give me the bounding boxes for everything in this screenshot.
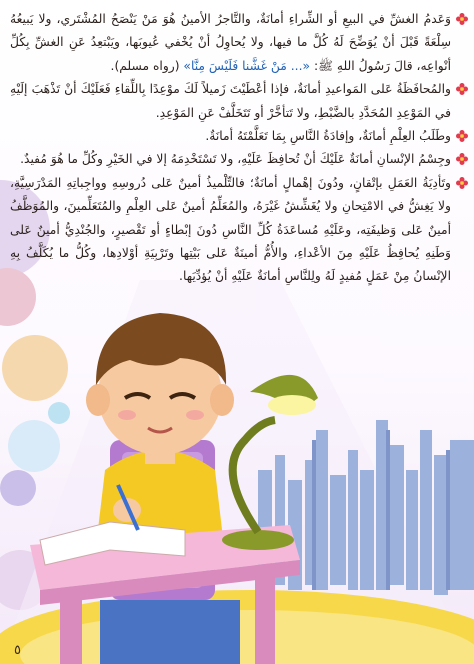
paragraph-text: وتَأدِيَةُ العَمَلِ بإتْقانٍ، ودُونَ إهْمالٍ أمانَةٌ؛ فالتِّلْميذُ أمينٌ عَلى دُروسِهِ وواجِباتِهِ المَدْرَسِيَّةِ، ولا يَغِشُّ في الامْتِحانِ ولا يُغَشِّشُ غَيْرَهُ، والمُعَلِّمُ أمينٌ عَلى العِلْمِ والمُتَعَلِّمينَ، والمُوَظَّفُ أمينٌ عَلى وَظيفَتِه، وعَلَيْهِ مُساعَدَةُ كُلِّ النَّاسِ دُونَ إبْطاءٍ أو تَقْصيرٍ، والجُنْدِيُّ أمينٌ عَلى وَطَنِهِ يُحافِظُ عَلَيْهِ مِنَ الأعْداءِ، والأُمُّ أمينَةٌ عَلى بَيْتِها وتَرْبِيَةِ أوْلادِها، وكُلُّ ما يُكَلَّفُ بِهِ الإنْسانُ مِنْ عَمَلٍ مُفيدٍ لَهُ ولِلنَّاسِ أمانَةٌ عَلَيْهِ أنْ يُؤدِّيَها. <box>10 175 451 284</box>
flower-bullet-icon <box>456 130 468 142</box>
paragraph-body <box>10 148 468 171</box>
paragraph-appointments <box>10 78 468 125</box>
flower-bullet-icon <box>456 177 468 189</box>
hadith-source: (رواه مسلم). <box>110 58 184 73</box>
paragraph-text: وطَلَبُ العِلْمِ أمانَةٌ، وإفادَةُ النَّاسِ بِمَا تَعَلَّمْتَهُ أمانَةٌ. <box>205 129 451 144</box>
paragraph-text: وَعَدمُ الغشِّ في البيعِ أو الشِّراءِ أمانَةٌ، والتَّاجرُ الأمينُ هُوَ مَنْ يَنْصَحُ المُشْتَري، ولا يَبيعُهُ سِلْعَةً قَبْلَ أنْ يُوَضِّحَ لَهُ كُلَّ ما فيها، ولا يُحاوِلُ أنْ يُخْفي عُيوبَها، ويَبْتعِدُ عَنِ الغشِّ بِكُلِّ أنْواعِه، قالَ رَسُولُ اللهِ ﷺ: <box>10 12 451 73</box>
hadith-quote: «... مَنْ غَشَّنا فَلَيْسَ مِنَّا» <box>183 58 311 73</box>
flower-bullet-icon <box>456 83 468 95</box>
flower-bullet-icon <box>456 153 468 165</box>
paragraph-knowledge <box>10 125 468 148</box>
paragraph-work <box>10 172 468 289</box>
paragraph-honest-trade <box>10 8 468 78</box>
lesson-text <box>10 8 468 289</box>
paragraph-text: وجِسْمُ الإنْسانِ أمانَةٌ عَلَيْكَ أنْ تُحافِظَ عَلَيْهِ، ولا تَسْتَخْدِمَهُ إلا في الخَيْرِ وكُلِّ ما هُوَ مُفيدٌ. <box>20 152 451 167</box>
page-number: ٥ <box>14 643 21 658</box>
flower-bullet-icon <box>456 13 468 25</box>
paragraph-text: والمُحافَظَةُ عَلى المَواعيدِ أمانَةٌ، فإذا أعْطَيْتَ زَميلاً لَكَ موْعِدًا بِاللِّقاءِ فَعَلَيْكَ أنْ تَذْهَبَ إلَيْهِ في المَوْعِدِ المُحَدَّدِ بالضَّبْطِ، ولا تَتأخَّرْ أو تَتَخَلَّفْ عَنِ المَوْعِدِ. <box>10 82 451 120</box>
